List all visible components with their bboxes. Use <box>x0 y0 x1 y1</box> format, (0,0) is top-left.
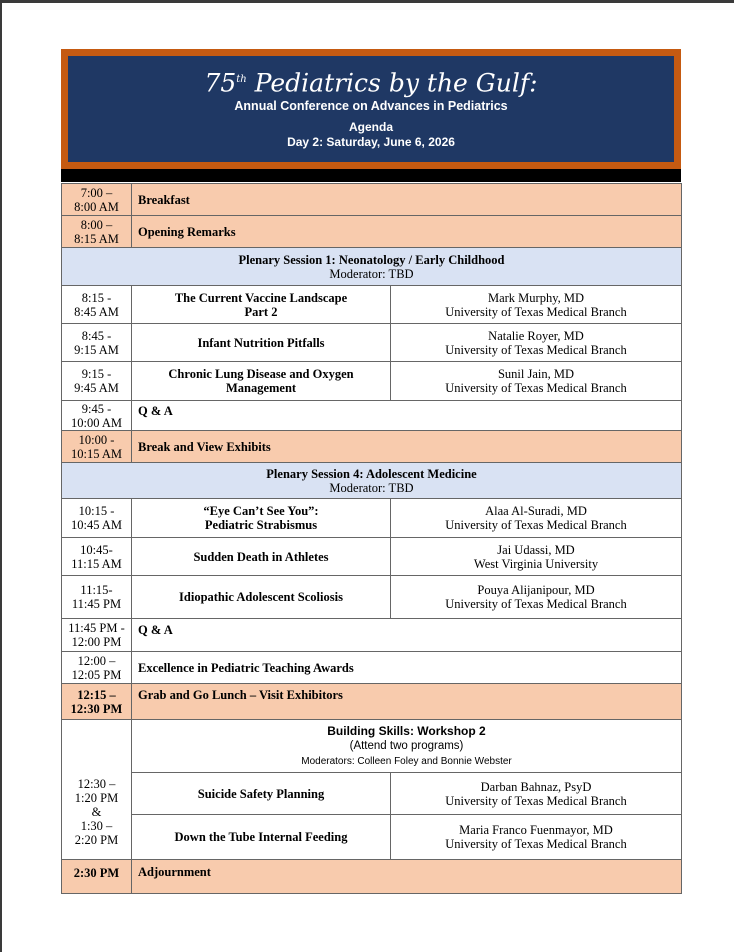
session-title: Sudden Death in Athletes <box>132 538 391 576</box>
event-title: Break and View Exhibits <box>132 431 682 463</box>
agenda-row-breakfast <box>62 184 682 216</box>
conference-subtitle: Annual Conference on Advances in Pediatrics <box>234 99 508 114</box>
conference-title: 75th Pediatrics by the Gulf: <box>204 68 538 98</box>
agenda-row-adjournment <box>62 860 682 894</box>
event-title: Opening Remarks <box>132 216 682 248</box>
speaker-cell: Alaa Al-Suradi, MD University of Texas Medical Branch <box>391 499 682 538</box>
event-title: Excellence in Pediatric Teaching Awards <box>132 652 682 684</box>
time-cell: 7:00 – 8:00 AM <box>62 184 132 216</box>
agenda-row-qa <box>62 619 682 652</box>
agenda-row-qa <box>62 401 682 431</box>
event-title: Q & A <box>132 619 682 652</box>
agenda-row-session <box>62 576 682 619</box>
plenary-title: Plenary Session 1: Neonatology / Early Childhood <box>238 252 505 267</box>
speaker-cell: Maria Franco Fuenmayor, MD University of Texas Medical Branch <box>391 815 682 860</box>
agenda-row-lunch <box>62 684 682 720</box>
session-title: Down the Tube Internal Feeding <box>132 815 391 860</box>
time-cell: 8:15 - 8:45 AM <box>62 286 132 324</box>
plenary-session-1 <box>62 248 682 286</box>
time-cell: 12:00 – 12:05 PM <box>62 652 132 684</box>
time-cell: 12:15 – 12:30 PM <box>62 684 132 720</box>
window-top-border <box>0 0 734 3</box>
workshop-attend-note: (Attend two programs) <box>349 739 464 752</box>
session-title: The Current Vaccine Landscape Part 2 <box>132 286 391 324</box>
time-cell: 10:45- 11:15 AM <box>62 538 132 576</box>
speaker-cell: Mark Murphy, MD University of Texas Medical Branch <box>391 286 682 324</box>
workshop-title: Building Skills: Workshop 2 <box>327 723 486 738</box>
time-cell: 9:45 - 10:00 AM <box>62 401 132 431</box>
workshop-heading-row <box>62 720 682 773</box>
event-title: Breakfast <box>132 184 682 216</box>
speaker-cell: Jai Udassi, MD West Virginia University <box>391 538 682 576</box>
agenda-row-workshop <box>62 773 682 815</box>
workshop-moderators: Moderators: Colleen Foley and Bonnie Webster <box>301 755 512 767</box>
agenda-row-awards <box>62 652 682 684</box>
agenda-day: Day 2: Saturday, June 6, 2026 <box>287 135 455 150</box>
conference-header <box>61 49 681 169</box>
agenda-row-session <box>62 324 682 362</box>
speaker-cell: Pouya Alijanipour, MD University of Texas Medical Branch <box>391 576 682 619</box>
agenda-row-session <box>62 362 682 401</box>
time-cell: 11:45 PM - 12:00 PM <box>62 619 132 652</box>
time-cell: 10:15 - 10:45 AM <box>62 499 132 538</box>
workshop-time-cell: 12:30 – 1:20 PM & 1:30 – 2:20 PM <box>62 720 132 860</box>
session-title: Infant Nutrition Pitfalls <box>132 324 391 362</box>
agenda-label: Agenda <box>348 120 393 135</box>
plenary-heading <box>62 463 682 499</box>
header-divider <box>61 169 681 182</box>
plenary-title: Plenary Session 4: Adolescent Medicine <box>266 466 477 481</box>
agenda-row-session <box>62 286 682 324</box>
agenda-row-workshop <box>62 815 682 860</box>
speaker-cell: Darban Bahnaz, PsyD University of Texas Medical Branch <box>391 773 682 815</box>
agenda-row-session <box>62 499 682 538</box>
time-cell: 9:15 - 9:45 AM <box>62 362 132 401</box>
agenda-row-break <box>62 431 682 463</box>
window-left-border <box>0 0 2 952</box>
speaker-cell: Natalie Royer, MD University of Texas Medical Branch <box>391 324 682 362</box>
time-cell: 8:00 – 8:15 AM <box>62 216 132 248</box>
speaker-cell: Sunil Jain, MD University of Texas Medical Branch <box>391 362 682 401</box>
plenary-heading <box>62 248 682 286</box>
header-panel <box>68 56 674 162</box>
event-title: Grab and Go Lunch – Visit Exhibitors <box>132 684 682 720</box>
time-cell: 8:45 - 9:15 AM <box>62 324 132 362</box>
session-title: Chronic Lung Disease and Oxygen Management <box>132 362 391 401</box>
time-cell: 10:00 - 10:15 AM <box>62 431 132 463</box>
session-title: Suicide Safety Planning <box>132 773 391 815</box>
plenary-moderator: Moderator: TBD <box>329 480 414 495</box>
event-title: Q & A <box>132 401 682 431</box>
time-cell: 11:15- 11:45 PM <box>62 576 132 619</box>
agenda-table <box>61 183 682 894</box>
event-title: Adjournment <box>132 860 682 894</box>
plenary-moderator: Moderator: TBD <box>329 266 414 281</box>
time-cell: 2:30 PM <box>62 860 132 894</box>
session-title: Idiopathic Adolescent Scoliosis <box>132 576 391 619</box>
agenda-row-session <box>62 538 682 576</box>
plenary-session-4 <box>62 463 682 499</box>
session-title: “Eye Can’t See You”: Pediatric Strabismus <box>132 499 391 538</box>
agenda-row-opening <box>62 216 682 248</box>
workshop-heading <box>132 720 682 773</box>
